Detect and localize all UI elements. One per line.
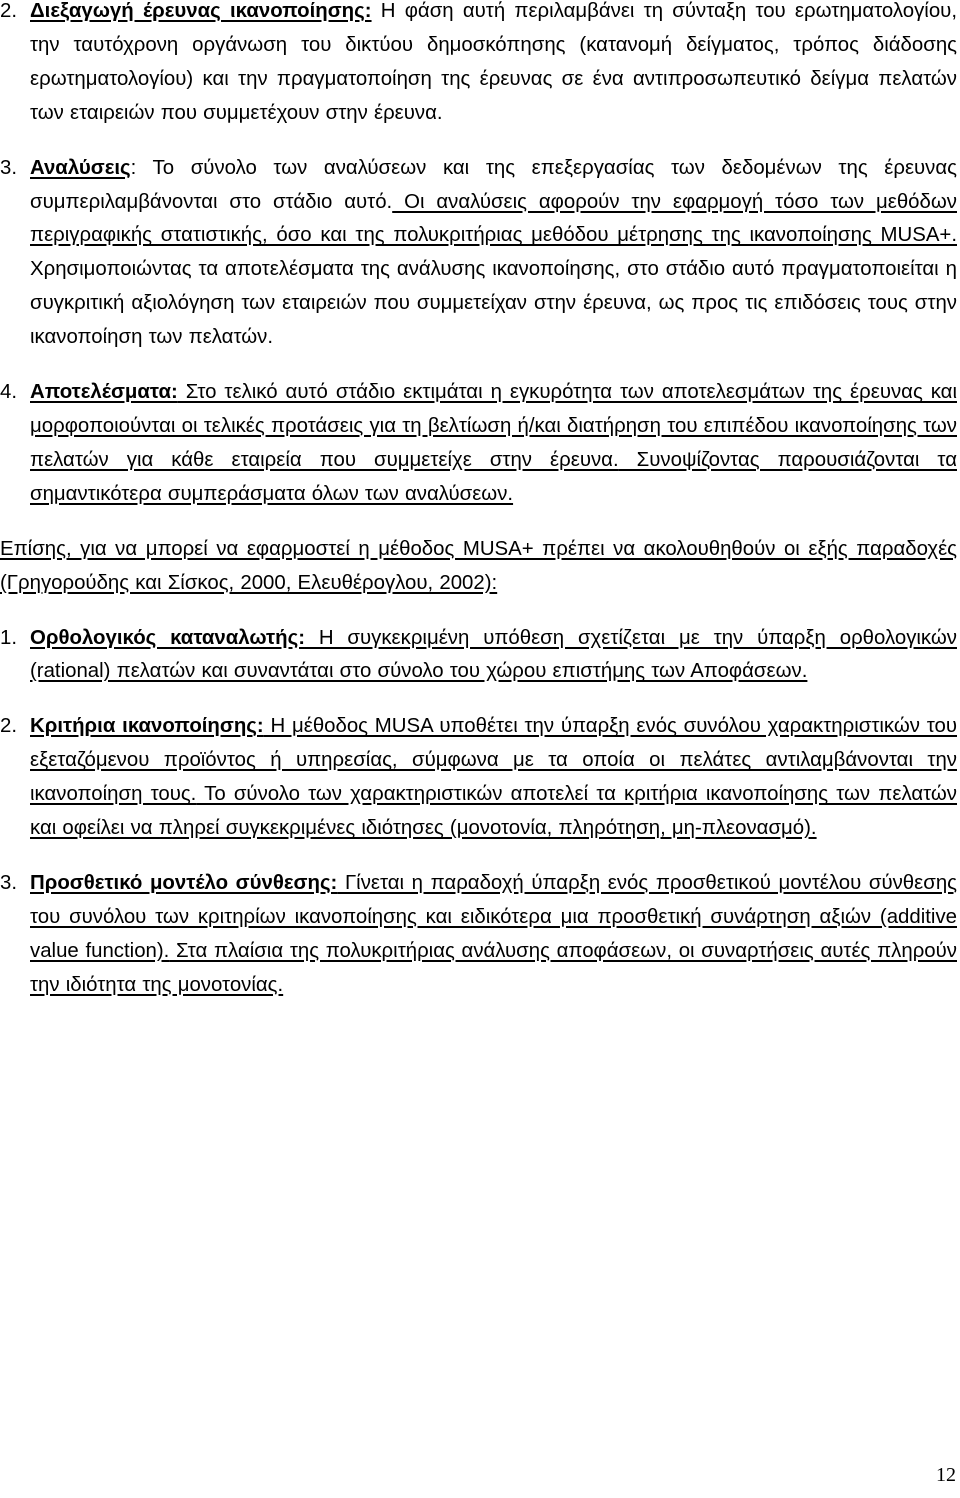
paragraph-assumption-3-additive-model	[0, 867, 957, 1003]
paragraph-text-underlined: Συνοψίζοντας παρουσιάζονται τα σημαντικότερα συμπεράσματα όλων των αναλύσεων.	[30, 448, 957, 505]
paragraph-assumption-1-rational-consumer	[0, 622, 957, 690]
paragraph-text-underlined: Οι αναλύσεις αφορούν την εφαρμογή τόσο των μεθόδων περιγραφικής στατιστικής, όσο και της πολυκριτήριας μεθόδου μέτρησης της ικανοποίησης MUSA+.	[30, 190, 957, 247]
paragraph-item-3-analyses	[0, 152, 957, 355]
list-number: 4.	[0, 381, 18, 404]
heading-satisfaction-criteria: Κριτήρια ικανοποίησης:	[30, 715, 264, 738]
paragraph-text-underlined: Στα πλαίσια της πολυκριτήριας ανάλυσης αποφάσεων, οι συναρτήσεις αυτές πληρούν την ιδιότητα της μονοτονίας.	[30, 939, 957, 996]
list-number: 3.	[0, 871, 18, 894]
list-number: 3.	[0, 156, 18, 179]
page-number: 12	[936, 1464, 956, 1486]
paragraph-text-underlined: Η μέθοδος MUSA υποθέτει την ύπαρξη ενός συνόλου χαρακτηριστικών του εξεταζόμενου προϊόντος ή υπηρεσίας, σύμφωνα με τα οποία οι πελάτες αντιλαμβάνονται την ικανοποίηση τους.	[30, 715, 957, 806]
paragraph-assumption-2-criteria	[0, 710, 957, 846]
list-number: 1.	[0, 626, 18, 649]
paragraph-item-4-results	[0, 376, 957, 512]
heading-results: Αποτελέσματα:	[30, 381, 178, 404]
paragraph-assumptions-intro	[0, 533, 957, 601]
paragraph-text-underlined: Η συγκεκριμένη υπόθεση σχετίζεται με την ύπαρξη ορθολογικών (rational) πελατών και συναντάται στο σύνολο του χώρου επιστήμης των Αποφάσεων.	[30, 626, 957, 683]
list-number: 2.	[0, 0, 18, 22]
paragraph-text-underlined: Το σύνολο των χαρακτηριστικών αποτελεί τα κριτήρια ικανοποίησης των πελατών και οφείλει να πληρεί συγκεκριμένες ιδιότησες (μονοτονία, πληρότηση, μη-πλεονασμό).	[30, 783, 958, 840]
heading-survey: Διεξαγωγή έρευνας ικανοποίησης:	[30, 0, 372, 22]
paragraph-text: : Το σύνολο των αναλύσεων και της επεξεργασίας των δεδομένων της έρευνας συμπεριλαμβάνονται στο στάδιο αυτό.	[30, 156, 957, 213]
heading-additive-model: Προσθετικό μοντέλο σύνθεσης:	[30, 871, 338, 894]
paragraph-text-underlined: Στο τελικό αυτό στάδιο εκτιμάται η εγκυρότητα των αποτελεσμάτων της έρευνας και μορφοποιούνται οι τελικές προτάσεις για τη βελτίωση ή/και διατήρηση του επιπέδου ικανοποίησης των πελατών για κάθε εταιρεία που συμμετείχε στην έρευνα.	[30, 381, 957, 471]
paragraph-text-underlined: Γίνεται η παραδοχή ύπαρξη ενός προσθετικού μοντέλου σύνθεσης του συνόλου των κριτηρίων ικανοποίησης και ειδικότερα μια προσθετική συνάρτηση αξιών (additive value function).	[30, 871, 957, 962]
paragraph-text: Χρησιμοποιώντας τα αποτελέσματα της ανάλυσης ικανοποίησης, στο στάδιο αυτό πραγματοποιείται η συγκριτική αξιολόγηση των εταιρειών που συμμετείχαν στην έρευνα, ως προς τις επιδόσεις τους στην ικανοποίηση των πελατών.	[30, 258, 957, 349]
heading-rational-consumer: Ορθολογικός καταναλωτής:	[30, 626, 305, 649]
list-number: 2.	[0, 715, 18, 738]
paragraph-text-underlined: Επίσης, για να μπορεί να εφαρμοστεί η μέθοδος MUSA+ πρέπει να ακολουθηθούν οι εξής παραδοχές (Γρηγορούδης και Σίσκος, 2000, Ελευθέρογλου, 2002):	[0, 537, 957, 594]
heading-analyses: Αναλύσεις	[30, 156, 131, 179]
paragraph-text: Η φάση αυτή περιλαμβάνει τη σύνταξη του ερωτηματολογίου, την ταυτόχρονη οργάνωση του δικτύου δημοσκόπησης (κατανομή δείγματος, τρόπος διάδοσης ερωτηματολογίου) και την πραγματοποίηση της έρευνας σε ένα αντιπροσωπευτικό δείγμα πελατών των εταιρειών που συμμετέχουν στην έρευνα.	[30, 0, 957, 124]
paragraph-item-2-survey	[0, 0, 957, 131]
